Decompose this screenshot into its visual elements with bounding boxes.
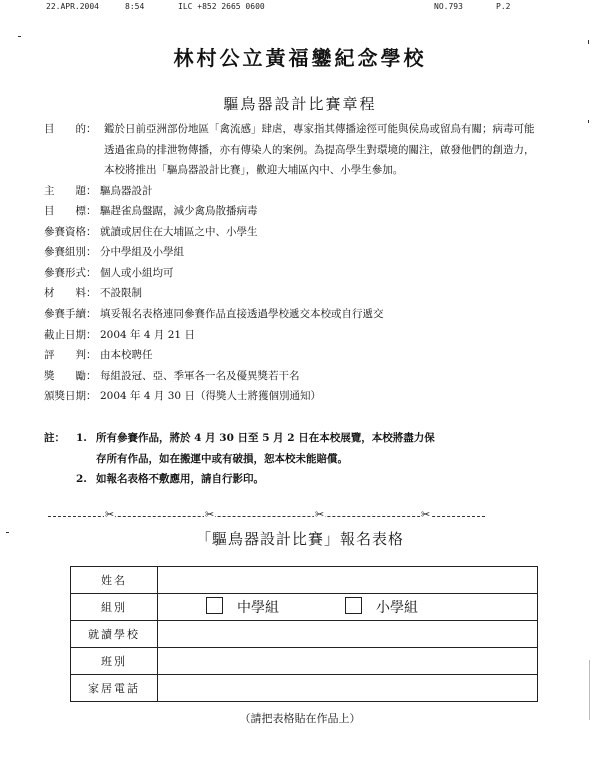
rule-procedure — [44, 304, 544, 325]
rule-eligibility — [44, 222, 544, 243]
rule-value: 由本校聘任 — [100, 349, 153, 362]
rule-value: 不設限制 — [100, 287, 142, 300]
form-row-school — [71, 621, 538, 648]
note-number: 2. — [76, 473, 87, 485]
rule-label: 參賽資格： — [44, 225, 97, 238]
margin-mark — [18, 36, 21, 37]
rule-label: 參賽組別： — [44, 246, 97, 259]
rule-label: 參賽手續： — [44, 308, 97, 321]
note-text: 存所有作品，如在搬運中或有破損，恕本校未能賠償。 — [96, 452, 348, 465]
rule-purpose — [44, 119, 544, 181]
checkbox-primary[interactable] — [345, 597, 362, 614]
school-field[interactable] — [158, 621, 538, 648]
scissors-icon: ✂ — [105, 508, 115, 521]
rule-value: 分中學組及小學組 — [100, 246, 184, 259]
group-field — [158, 594, 538, 621]
form-footnote: （請把表格貼在作品上） — [239, 712, 361, 725]
fax-date: 22.APR.2004 — [46, 2, 99, 11]
registration-form-title: 「驅鳥器設計比賽」報名表格 — [195, 530, 404, 548]
fax-header — [0, 2, 600, 14]
rule-value: 2004 年 4 月 30 日（得獎人士將獲個別通知） — [100, 390, 321, 403]
scissors-icon: ✂ — [205, 508, 215, 521]
rule-value: 驅鳥器設計 — [100, 184, 153, 197]
option-primary-label: 小學組 — [376, 600, 418, 616]
note-number: 1. — [76, 432, 87, 444]
scissors-icon: ✂ — [315, 508, 325, 521]
note-1-line-1 — [44, 428, 554, 449]
note-text: 如報名表格不敷應用，請自行影印。 — [96, 473, 264, 485]
checkbox-secondary[interactable] — [206, 597, 223, 614]
note-text: 所有參賽作品，將於 4 月 30 日至 5 月 2 日在本校展覽，本校將盡力保 — [96, 432, 435, 444]
margin-mark — [588, 120, 589, 123]
rule-label: 頒獎日期： — [44, 390, 97, 403]
school-label: 就讀學校 — [71, 621, 158, 648]
rule-label: 目 標： — [44, 205, 97, 218]
rule-value: 驅趕雀鳥盤踞，減少禽鳥散播病毒 — [100, 205, 258, 218]
rule-label: 截止日期： — [44, 328, 97, 341]
form-row-class — [71, 648, 538, 675]
form-row-group — [71, 594, 538, 621]
rule-value: 每組設冠、亞、季軍各一名及優異獎若干名 — [100, 369, 300, 382]
notes-label: 註： — [44, 432, 65, 444]
class-field[interactable] — [158, 648, 538, 675]
name-field[interactable] — [158, 567, 538, 594]
fax-page: P.2 — [496, 2, 511, 11]
form-row-phone — [71, 675, 538, 702]
rule-value: 填妥報名表格連同參賽作品直接透過學校遞交本校或自行遞交 — [100, 308, 384, 321]
margin-mark — [589, 660, 590, 720]
rule-ceremony-date — [44, 386, 544, 407]
rule-label: 材 料： — [44, 287, 97, 300]
margin-mark — [6, 532, 9, 533]
fax-time: 8:54 — [125, 2, 145, 11]
rule-value: 個人或小組均可 — [100, 266, 174, 279]
rule-judges — [44, 345, 544, 366]
rule-label: 主 題： — [44, 184, 97, 197]
scissors-icon: ✂ — [421, 508, 431, 521]
class-label: 班別 — [71, 648, 158, 675]
margin-mark — [588, 40, 589, 44]
form-row-name — [71, 567, 538, 594]
rule-label: 目 的： — [44, 123, 97, 135]
note-2-line-1 — [44, 469, 554, 490]
competition-rules — [44, 119, 544, 407]
rule-value: 2004 年 4 月 21 日 — [100, 328, 195, 341]
doc-title: 驅鳥器設計比賽章程 — [223, 95, 377, 113]
option-secondary[interactable] — [206, 597, 279, 617]
fax-number: NO.793 — [434, 2, 463, 11]
rule-theme — [44, 181, 544, 202]
note-1-line-2 — [44, 449, 554, 470]
rule-groups — [44, 242, 544, 263]
rule-deadline — [44, 325, 544, 346]
phone-field[interactable] — [158, 675, 538, 702]
group-label: 組別 — [71, 594, 158, 621]
phone-label: 家居電話 — [71, 675, 158, 702]
school-name: 林村公立黃福鑾紀念學校 — [173, 46, 427, 70]
option-secondary-label: 中學組 — [237, 600, 279, 616]
rule-format — [44, 263, 544, 284]
name-label: 姓名 — [71, 567, 158, 594]
rule-label: 參賽形式： — [44, 266, 97, 279]
notes-section — [44, 428, 554, 490]
rule-materials — [44, 283, 544, 304]
rule-value: 鑑於日前亞洲部份地區「禽流感」肆虐，專家指其傳播途徑可能與侯鳥或留鳥有關；病毒可能透過雀鳥的排泄物傳播，亦有傳染人的案例。為提高學生對環境的關注，啟發他們的創造力，本校將推出「驅鳥器設計比賽」，歡迎大埔區內中、小學生參加。 — [104, 123, 535, 176]
rule-value: 就讀或居住在大埔區之中、小學生 — [100, 225, 258, 238]
option-primary[interactable] — [345, 597, 418, 617]
registration-form — [70, 566, 538, 702]
rule-label: 評 判： — [44, 349, 97, 362]
fax-sender: ILC +852 2665 0600 — [178, 2, 265, 11]
rule-label: 獎 勵： — [44, 369, 97, 382]
rule-objective — [44, 201, 544, 222]
rule-awards — [44, 366, 544, 387]
